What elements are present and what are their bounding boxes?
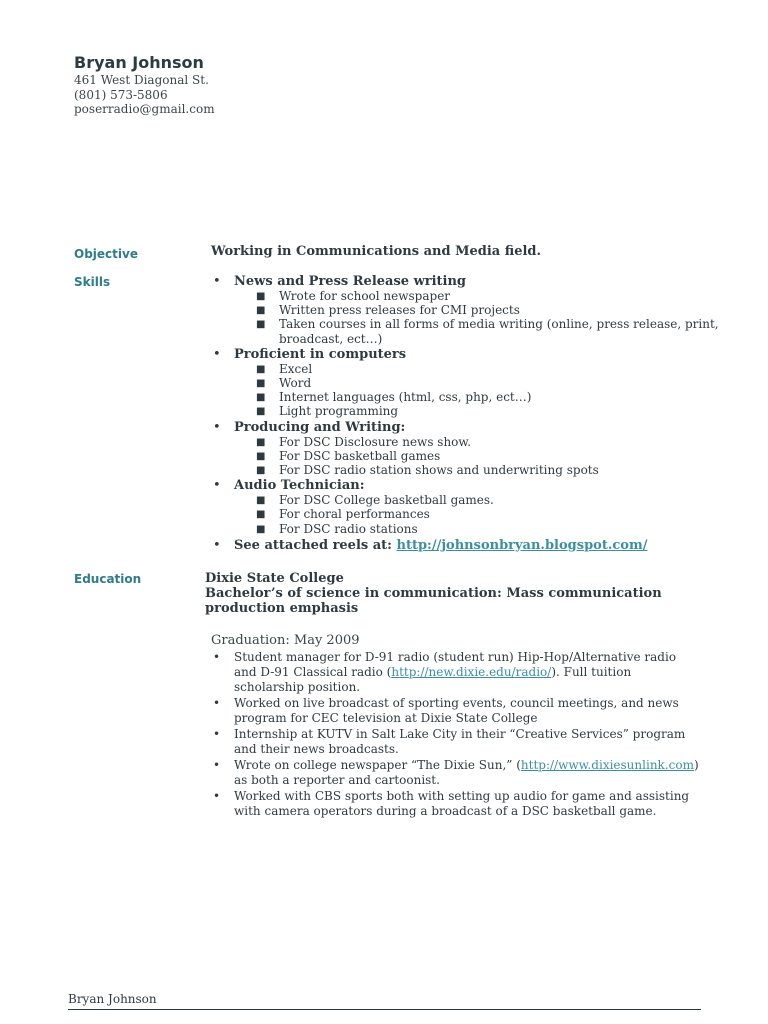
- square-bullet-icon: ■: [256, 291, 266, 302]
- footer-name: Bryan Johnson: [68, 992, 157, 1006]
- skill-item: ■ Internet languages (html, css, php, ect…): [256, 390, 532, 405]
- square-bullet-icon: ■: [256, 495, 266, 507]
- skill-group: [211, 275, 719, 289]
- address: 461 West Diagonal St.: [74, 73, 209, 87]
- bullet-icon: •: [213, 727, 221, 741]
- phone-number: (801) 573-5806: [74, 87, 168, 102]
- objective-text: Working in Communications and Media field.: [211, 244, 542, 259]
- skill-item: ■ Word: [256, 376, 312, 391]
- reels-link[interactable]: http://johnsonbryan.blogspot.com/: [396, 537, 648, 553]
- footer-divider: [68, 1009, 701, 1010]
- newspaper-link[interactable]: http://www.dixiesunlink.com: [520, 758, 694, 772]
- skill-item: ■ For DSC Disclosure news show.: [256, 434, 472, 449]
- skill-item: ■ For DSC radio stations: [256, 521, 418, 536]
- bullet-icon: •: [213, 789, 221, 803]
- bullet-icon: •: [213, 696, 221, 710]
- education-item: • Wrote on college newspaper “The Dixie Sun,” (http://www.dixiesunlink.com) as both a reporter and cartoonist.: [213, 758, 699, 787]
- education-label: Education: [74, 572, 142, 586]
- square-bullet-icon: ■: [256, 523, 266, 535]
- skill-group-title: Audio Technician:: [234, 478, 365, 494]
- bullet-icon: •: [213, 274, 221, 289]
- skill-group-title: Producing and Writing:: [234, 419, 406, 435]
- skill-group: [211, 421, 719, 435]
- education-item: • Student manager for D-91 radio (student run) Hip-Hop/Alternative radio and D-91 Classical radio (http://new.dixie.edu/radio/). Full tuition scholarship position.: [213, 650, 677, 694]
- school-name: Dixie State College: [205, 571, 344, 586]
- square-bullet-icon: ■: [256, 392, 266, 404]
- skill-group: [211, 348, 719, 362]
- skills-list: [211, 273, 719, 553]
- skill-item: ■ Light programming: [256, 404, 399, 419]
- email-address: poserradio@gmail.com: [74, 102, 215, 116]
- square-bullet-icon: ■: [256, 363, 266, 375]
- square-bullet-icon: ■: [256, 509, 266, 521]
- skill-group-title: News and Press Release writing: [234, 274, 467, 289]
- bullet-icon: •: [213, 478, 221, 494]
- reels-item: [211, 539, 719, 553]
- objective-label: Objective: [74, 247, 138, 261]
- square-bullet-icon: ■: [256, 465, 266, 477]
- square-bullet-icon: ■: [256, 436, 266, 448]
- skills-label: Skills: [74, 275, 111, 289]
- skill-item: ■ For choral performances: [256, 507, 430, 522]
- bullet-icon: •: [213, 758, 221, 772]
- education-heading: [205, 571, 705, 616]
- square-bullet-icon: ■: [256, 319, 266, 331]
- skill-item: ■ Written press releases for CMI projects: [256, 303, 520, 318]
- square-bullet-icon: ■: [256, 378, 266, 390]
- skill-item: ■ Taken courses in all forms of media writing (online, press release, print,: [256, 317, 719, 332]
- bullet-icon: •: [213, 419, 221, 435]
- graduation-date: Graduation: May 2009: [211, 633, 360, 648]
- education-item: • Internship at KUTV in Salt Lake City in their “Creative Services” program and their news broadcasts.: [213, 727, 686, 756]
- bullet-icon: •: [213, 346, 221, 362]
- contact-block: [74, 73, 215, 117]
- square-bullet-icon: ■: [256, 305, 266, 317]
- square-bullet-icon: ■: [256, 406, 266, 418]
- skill-item: ■ For DSC radio station shows and underwriting spots: [256, 463, 599, 478]
- bullet-icon: •: [213, 650, 221, 664]
- skill-item: ■ Wrote for school newspaper: [256, 289, 451, 303]
- education-item: • Worked on live broadcast of sporting events, council meetings, and news program for CEC television at Dixie State College: [213, 696, 679, 725]
- skill-item: ■ For DSC basketball games: [256, 448, 441, 463]
- resume-name: Bryan Johnson: [74, 53, 204, 72]
- bullet-icon: •: [213, 537, 221, 553]
- square-bullet-icon: ■: [256, 450, 266, 462]
- education-list: [211, 650, 701, 820]
- reels-prefix: See attached reels at:: [234, 537, 397, 553]
- skill-item: ■ Excel: [256, 361, 313, 376]
- skill-group: [211, 479, 719, 493]
- skill-item: ■ For DSC College basketball games.: [256, 493, 494, 508]
- skill-item-continued: broadcast, ect…): [279, 331, 383, 346]
- skill-group-title: Proficient in computers: [234, 346, 407, 362]
- education-item: • Worked with CBS sports both with setting up audio for game and assisting with camera operators during a broadcast of a DSC basketball game.: [213, 789, 690, 818]
- degree-title: Bachelor’s of science in communication: Mass communication production emphasis: [205, 586, 662, 616]
- radio-link[interactable]: http://new.dixie.edu/radio/: [391, 665, 552, 679]
